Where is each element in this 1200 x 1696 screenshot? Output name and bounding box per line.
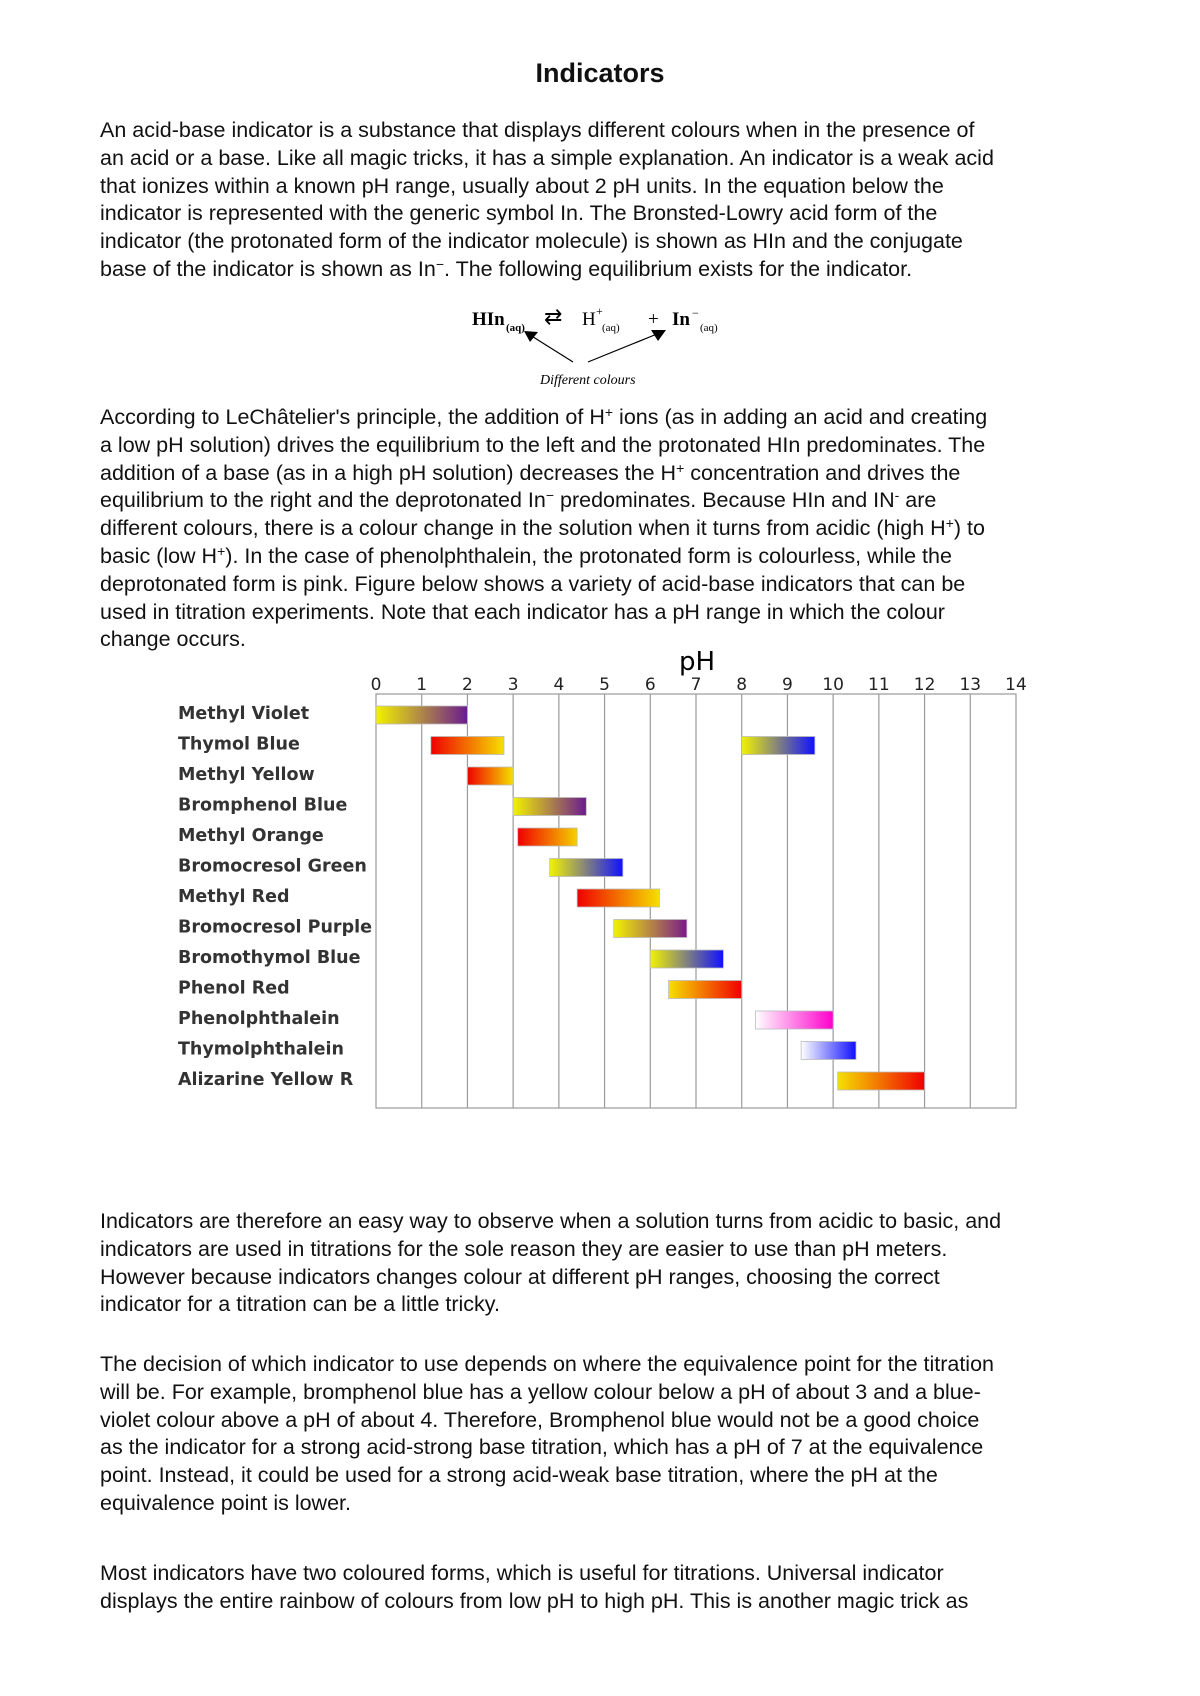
text-line: indicator (the protonated form of the indicator molecule) is shown as HIn and the conjugate <box>100 229 963 254</box>
chart-indicator-labels <box>178 704 372 1090</box>
text-run: ions (as in adding an acid and creating <box>613 405 988 429</box>
text-line: An acid-base indicator is a substance that displays different colours when in the presence of <box>100 118 975 142</box>
text-line: Most indicators have two coloured forms, which is useful for titrations. Universal indicator <box>100 1561 944 1585</box>
text-run: . The following equilibrium exists for the indicator. <box>444 256 913 281</box>
chart-title: pH <box>678 648 716 677</box>
range-bar <box>614 920 687 938</box>
paragraph-titration <box>100 1208 1130 1319</box>
range-bar <box>838 1072 925 1090</box>
text-line: used in titration experiments. Note that each indicator has a pH range in which the colour <box>100 599 945 624</box>
range-bar <box>431 737 504 755</box>
paragraph-lechatelier <box>100 404 1130 654</box>
superscript: + <box>604 404 614 420</box>
in-ion-symbol: In <box>672 309 690 330</box>
x-tick-label: 12 <box>913 675 936 695</box>
chart-x-ticks <box>371 675 1027 695</box>
equilibrium-equation <box>460 305 760 390</box>
indicator-label: Phenol Red <box>178 978 290 999</box>
text-line: an acid or a base. Like all magic tricks, it has a simple explanation. An indicator is a weak acid <box>100 145 994 170</box>
indicator-label: Thymolphthalein <box>178 1039 345 1060</box>
superscript: - <box>894 487 900 504</box>
text-run: different colours, there is a colour change in the solution when it turns from acidic (high H <box>100 516 946 541</box>
x-tick-label: 2 <box>462 675 473 695</box>
range-bar <box>376 706 467 724</box>
plus-sign: + <box>648 309 659 330</box>
x-tick-label: 0 <box>370 675 382 695</box>
text-run: base of the indicator is shown as In <box>100 256 436 281</box>
chart-grid <box>376 694 1016 1108</box>
equation-caption: Different colours <box>540 373 636 388</box>
indicator-label: Methyl Violet <box>178 704 310 724</box>
indicator-label: Bromphenol Blue <box>178 795 348 816</box>
text-line: deprotonated form is pink. Figure below shows a variety of acid-base indicators that can be <box>100 571 966 596</box>
h-ion-subscript: (aq) <box>602 322 620 334</box>
x-tick-label: 3 <box>507 675 519 695</box>
text-line: a low pH solution) drives the equilibrium to the left and the protonated HIn predominates. The <box>100 432 986 457</box>
x-tick-label: 11 <box>868 675 890 695</box>
h-ion-superscript: + <box>596 305 603 318</box>
text-line: that ionizes within a known pH range, usually about 2 pH units. In the equation below the <box>100 173 944 198</box>
superscript: + <box>217 542 226 559</box>
paragraph-universal <box>100 1560 1130 1616</box>
text-line: change occurs. <box>100 627 246 652</box>
x-tick-label: 13 <box>959 675 982 695</box>
text-line: indicator is represented with the generic symbol In. The Bronsted-Lowry acid form of the <box>100 201 938 226</box>
range-bar <box>577 889 659 907</box>
superscript: + <box>676 459 685 476</box>
text-line <box>100 487 1130 515</box>
superscript: − <box>435 255 445 272</box>
arrowhead-left <box>524 331 538 342</box>
range-bar <box>742 737 815 755</box>
text-line: equivalence point is lower. <box>100 1490 351 1515</box>
x-tick-label: 1 <box>416 675 428 695</box>
x-tick-label: 8 <box>736 675 748 695</box>
text-line: The decision of which indicator to use depends on where the equivalence point for the titration <box>100 1352 995 1376</box>
text-run: ) to <box>953 516 985 541</box>
text-run: addition of a base (as in a high pH solution) decreases the H <box>100 460 677 485</box>
text-line: violet colour above a pH of about 4. Therefore, Bromphenol blue would not be a good choice <box>100 1407 980 1432</box>
text-run: equilibrium to the right and the deprotonated In <box>100 488 546 513</box>
range-bar <box>755 1011 833 1029</box>
text-line: Indicators are therefore an easy way to observe when a solution turns from acidic to basic, and <box>100 1209 1002 1233</box>
superscript: + <box>945 515 954 532</box>
indicator-label: Bromocresol Purple <box>178 917 372 938</box>
text-run: According to LeChâtelier's principle, the addition of H <box>100 405 605 429</box>
text-line <box>100 543 1130 571</box>
indicator-label: Methyl Orange <box>178 826 324 846</box>
text-run: concentration and drives the <box>684 460 961 485</box>
range-bar <box>513 798 586 816</box>
paragraph-equivalence <box>100 1351 1130 1518</box>
equilibrium-arrows: ⇄ <box>544 305 563 329</box>
indicator-label: Phenolphthalein <box>178 1009 340 1029</box>
range-bar <box>467 767 513 785</box>
text-run: basic (low H <box>100 543 218 568</box>
text-line <box>100 515 1130 543</box>
indicator-label: Alizarine Yellow R <box>178 1070 354 1090</box>
h-ion-symbol: H <box>582 309 596 330</box>
indicator-label: Bromocresol Green <box>178 856 367 877</box>
x-tick-label: 10 <box>822 675 844 695</box>
text-line: displays the entire rainbow of colours from low pH to high pH. This is another magic trick as <box>100 1588 969 1613</box>
text-line: However because indicators changes colour at different pH ranges, choosing the correct <box>100 1264 940 1289</box>
text-run: predominates. Because HIn and IN <box>554 488 895 513</box>
text-line: will be. For example, bromphenol blue has a yellow colour below a pH of about 3 and a blue- <box>100 1379 981 1404</box>
hin-symbol: HIn <box>472 309 505 330</box>
in-ion-superscript: − <box>692 306 699 320</box>
superscript: − <box>545 487 555 504</box>
text-run: are <box>899 488 937 513</box>
text-line: indicator for a titration can be a little tricky. <box>100 1292 500 1317</box>
paragraph-intro <box>100 117 1130 284</box>
text-line <box>100 256 1130 284</box>
range-bar <box>518 828 577 846</box>
range-bar <box>801 1042 856 1060</box>
hin-subscript: (aq) <box>506 322 525 334</box>
indicator-label: Methyl Yellow <box>178 765 315 785</box>
x-tick-label: 4 <box>553 675 565 695</box>
text-line <box>100 460 1130 488</box>
indicator-label: Methyl Red <box>178 887 290 907</box>
text-line: point. Instead, it could be used for a strong acid-weak base titration, where the pH at the <box>100 1463 938 1488</box>
in-ion-subscript: (aq) <box>700 322 718 334</box>
range-bar <box>550 859 623 877</box>
page-title: Indicators <box>535 58 665 88</box>
indicator-label: Bromothymol Blue <box>178 948 361 968</box>
x-tick-label: 9 <box>782 675 793 695</box>
indicator-ph-range-chart <box>170 648 1050 1128</box>
range-bar <box>650 950 723 968</box>
text-line <box>100 404 1130 432</box>
x-tick-label: 14 <box>1005 675 1027 695</box>
x-tick-label: 6 <box>644 675 656 695</box>
arrow-line-right <box>588 334 657 362</box>
x-tick-label: 5 <box>599 675 610 695</box>
text-run: ). In the case of phenolphthalein, the protonated form is colourless, while the <box>225 543 952 568</box>
range-bar <box>669 981 742 999</box>
text-line: indicators are used in titrations for the sole reason they are easier to use than pH meters. <box>100 1236 948 1261</box>
indicator-label: Thymol Blue <box>178 734 300 755</box>
arrow-line-left <box>530 335 573 362</box>
text-line: as the indicator for a strong acid-strong base titration, which has a pH of 7 at the equivalence <box>100 1435 984 1460</box>
x-tick-label: 7 <box>690 675 702 695</box>
